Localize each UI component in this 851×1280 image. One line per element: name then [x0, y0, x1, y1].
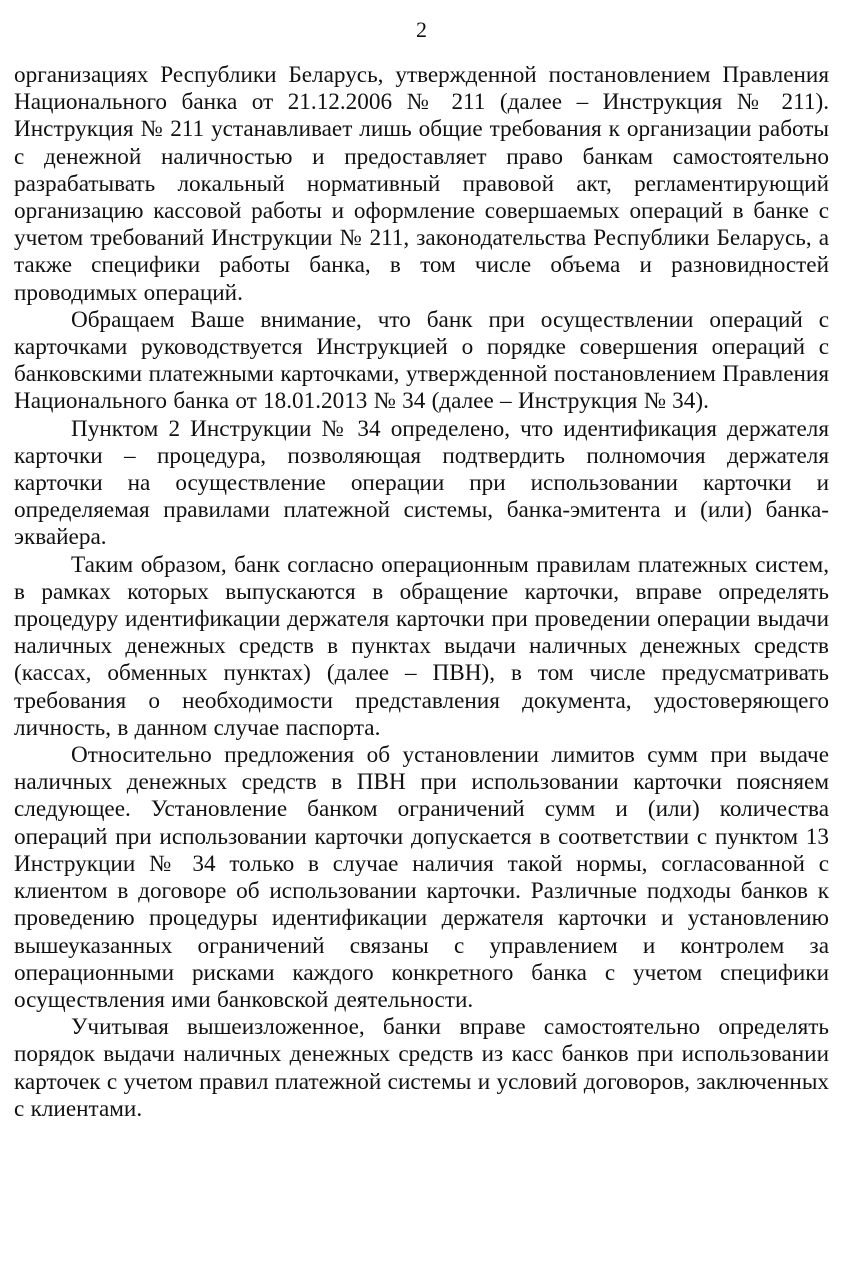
- paragraph-identification-procedure: Таким образом, банк согласно операционным правилам платежных систем, в рамках которых выпускаются в обращение карточки, вправе определять процедуру идентификации держателя карточки при проведении операции выдачи наличных денежных средств в пунктах выдачи наличных денежных средств (кассах, обменных пунктах) (далее – ПВН), в том числе предусматривать требования о необходимости представления документа, удостоверяющего личность, в данном случае паспорта.: [14, 551, 829, 741]
- document-page: [14, 18, 829, 1123]
- paragraph-limits: Относительно предложения об установлении лимитов сумм при выдаче наличных денежных средств в ПВН при использовании карточки поясняем следующее. Установление банком ограничений сумм и (или) количества операций при использовании карточки допускается в соответствии с пунктом 13 Инструкции № 34 только в случае наличия такой нормы, согласованной с клиентом в договоре об использовании карточки. Различные подходы банков к проведению процедуры идентификации держателя карточки и установлению вышеуказанных ограничений связаны с управлением и контролем за операционными рисками каждого конкретного банка с учетом специфики осуществления ими банковской деятельности.: [14, 742, 829, 1013]
- paragraph-attention-instruction-34: Обращаем Ваше внимание, что банк при осуществлении операций с карточками руководствуется Инструкцией о порядке совершения операций с банковскими платежными карточками, утвержденной постановлением Правления Национального банка от 18.01.2013 № 34 (далее – Инструкция № 34).: [14, 306, 829, 415]
- paragraph-cardholder-identification: Пунктом 2 Инструкции № 34 определено, что идентификация держателя карточки – процедура, позволяющая подтвердить полномочия держателя карточки на осуществление операции при использовании карточки и определяемая правилами платежной системы, банка-эмитента и (или) банка-эквайера.: [14, 415, 829, 551]
- paragraph-continuation: организациях Республики Беларусь, утвержденной постановлением Правления Национального банка от 21.12.2006 № 211 (далее – Инструкция № 211). Инструкция № 211 устанавливает лишь общие требования к организации работы с денежной наличностью и предоставляет право банкам самостоятельно разрабатывать локальный нормативный правовой акт, регламентирующий организацию кассовой работы и оформление совершаемых операций в банке с учетом требований Инструкции № 211, законодательства Республики Беларусь, а также специфики работы банка, в том числе объема и разновидностей проводимых операций.: [14, 62, 829, 306]
- paragraph-conclusion: Учитывая вышеизложенное, банки вправе самостоятельно определять порядок выдачи наличных денежных средств из касс банков при использовании карточек с учетом правил платежной системы и условий договоров, заключенных с клиентами.: [14, 1014, 829, 1122]
- page-number: 2: [416, 17, 427, 42]
